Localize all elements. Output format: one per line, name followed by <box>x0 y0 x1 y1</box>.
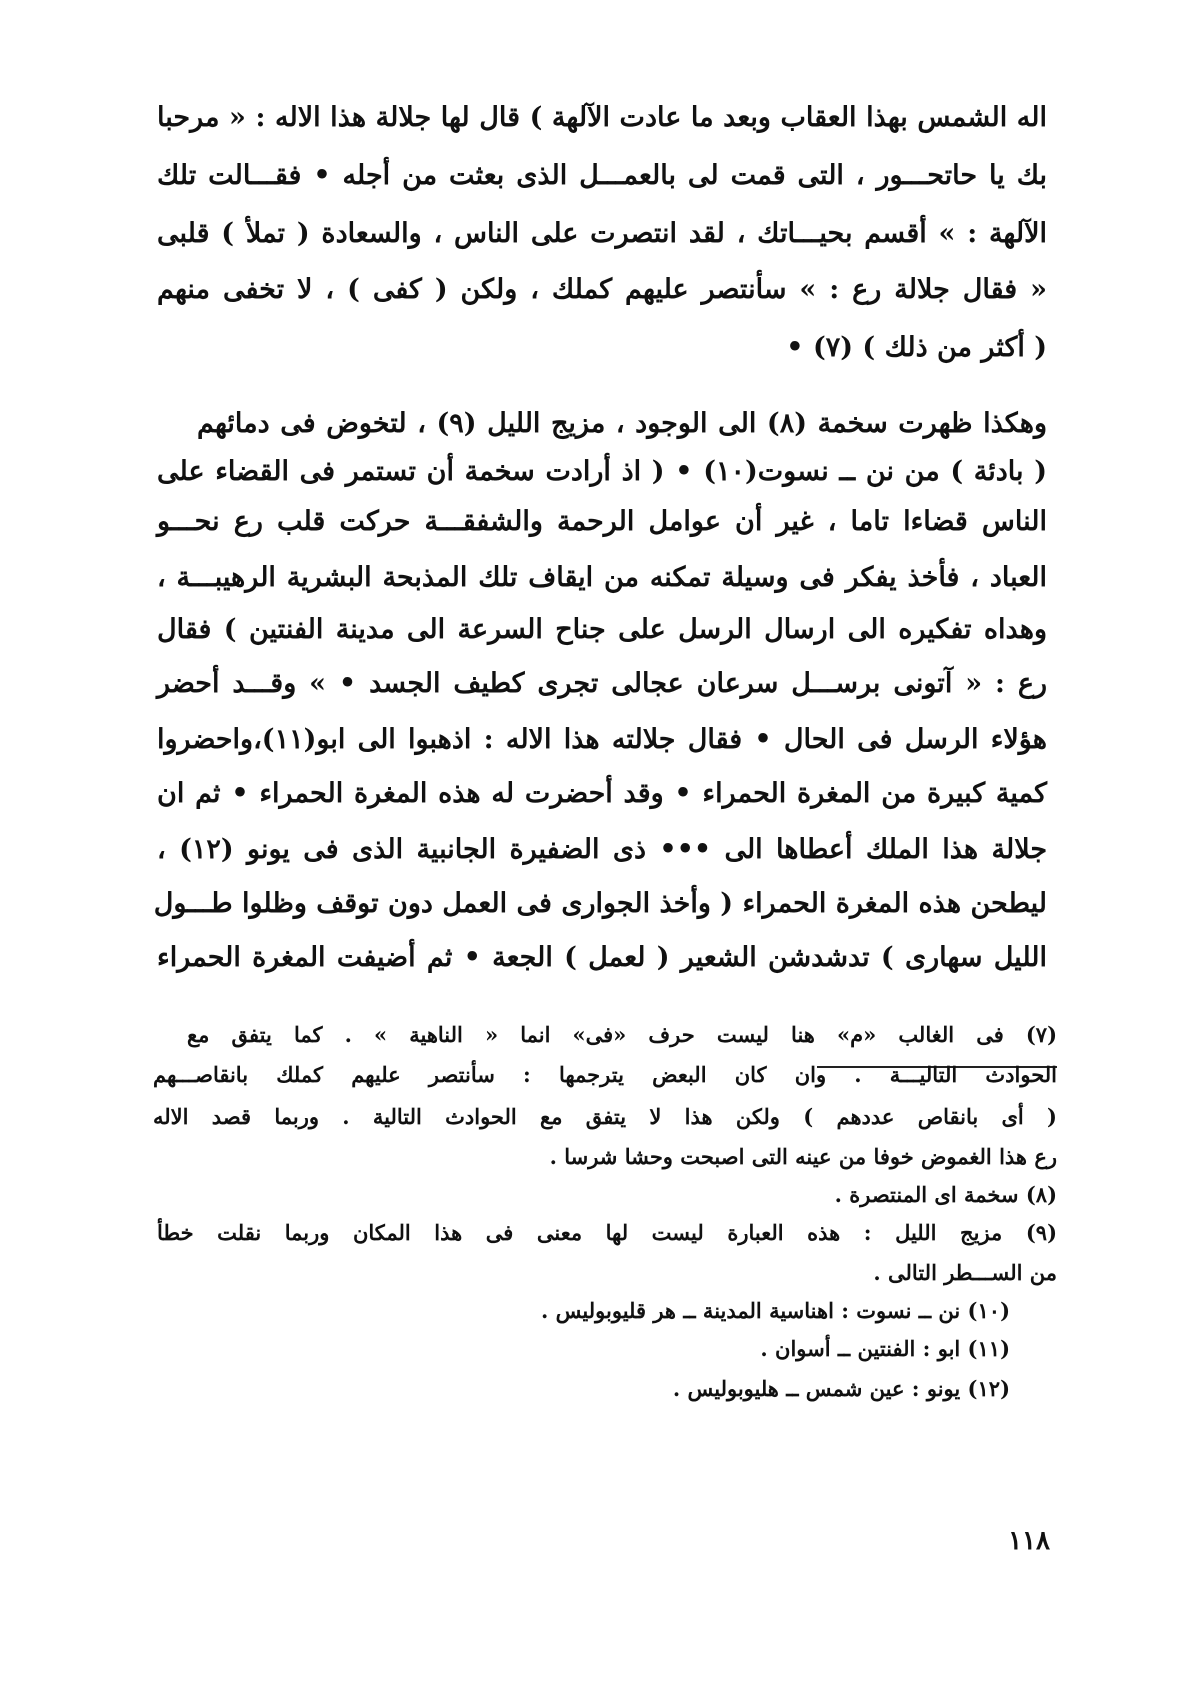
footnote-12: (١٢) يونو : عين شمس ــ هليوبوليس . <box>672 1376 1010 1401</box>
body-line: العباد ، فأخذ يفكر فى وسيلة تمكنه من ايقاف تلك المذبحة البشرية الرهيبـــة ، <box>157 562 1047 593</box>
body-line: رع : « آتونى برســـل سرعان عجالى تجرى كطيف الجسد • » وقـــد أحضر <box>157 668 1047 699</box>
body-line: الليل سهارى ) تدشدشن الشعير ( لعمل ) الجعة • ثم أضيفت المغرة الحمراء <box>157 942 1047 973</box>
footnote-7-line: (٧) فى الغالب «م» هنا ليست حرف «فى» انما « الناهية » . كما يتفق مع <box>187 1022 1057 1047</box>
body-line: ( أكثر من ذلك ) (٧) • <box>786 332 1047 363</box>
body-line: هؤلاء الرسل فى الحال • فقال جلالته هذا الاله : اذهبوا الى ابو(١١)،واحضروا <box>157 724 1047 755</box>
footnote-7-line: رع هذا الغموض خوفا من عينه التى اصبحت وحشا شرسا . <box>549 1144 1057 1169</box>
body-line: ( بادئة ) من نن ــ نسوت(١٠) • ( اذ أرادت سخمة أن تستمر فى القضاء على <box>157 456 1047 487</box>
footnote-9-line: من الســـطر التالى . <box>873 1260 1057 1285</box>
body-line: اله الشمس بهذا العقاب وبعد ما عادت الآلهة ) قال لها جلالة هذا الاله : « مرحبا <box>157 102 1047 133</box>
body-line: « فقال جلالة رع : » سأنتصر عليهم كملك ، ولكن ( كفى ) ، لا تخفى منهم <box>157 274 1047 305</box>
footnote-11: (١١) ابو : الفنتين ــ أسوان . <box>760 1336 1010 1361</box>
footnote-8: (٨) سخمة اى المنتصرة . <box>834 1182 1057 1207</box>
footnote-7-line: الحوادث التاليـــة . وان كان البعض يترجمها : سأنتصر عليهم كملك بانقاصـــهم <box>153 1062 1057 1087</box>
body-line: كمية كبيرة من المغرة الحمراء • وقد أحضرت له هذه المغرة الحمراء • ثم ان <box>157 778 1047 809</box>
footnote-9-line: (٩) مزيج الليل : هذه العبارة ليست لها معنى فى هذا المكان وربما نقلت خطأ <box>157 1220 1057 1245</box>
body-line: وهداه تفكيره الى ارسال الرسل على جناح السرعة الى مدينة الفنتين ) فقال <box>157 614 1047 645</box>
body-line: الآلهة : » أقسم بحيـــاتك ، لقد انتصرت على الناس ، والسعادة ( تملأ ) قلبى <box>157 218 1047 249</box>
body-line: جلالة هذا الملك أعطاها الى ••• ذى الضفيرة الجانبية الذى فى يونو (١٢) ، <box>157 834 1048 865</box>
body-line: ليطحن هذه المغرة الحمراء ( وأخذ الجوارى فى العمل دون توقف وظلوا طـــول <box>153 888 1047 919</box>
footnote-10: (١٠) نن ــ نسوت : اهناسية المدينة ــ هر قليوبوليس . <box>541 1298 1010 1323</box>
footnote-7-line: ( أى بانقاص عددهم ) ولكن هذا لا يتفق مع الحوادث التالية . وربما قصد الاله <box>153 1104 1057 1129</box>
page-number: ١١٨ <box>1008 1526 1050 1556</box>
body-line: الناس قضاءا تاما ، غير أن عوامل الرحمة والشفقـــة حركت قلب رع نحـــو <box>157 506 1047 537</box>
body-line: بك يا حاتحـــور ، التى قمت لى بالعمـــل الذى بعثت من أجله • فقـــالت تلك <box>157 160 1047 191</box>
body-line: وهكذا ظهرت سخمة (٨) الى الوجود ، مزيج الليل (٩) ، لتخوض فى دمائهم <box>197 408 1047 439</box>
